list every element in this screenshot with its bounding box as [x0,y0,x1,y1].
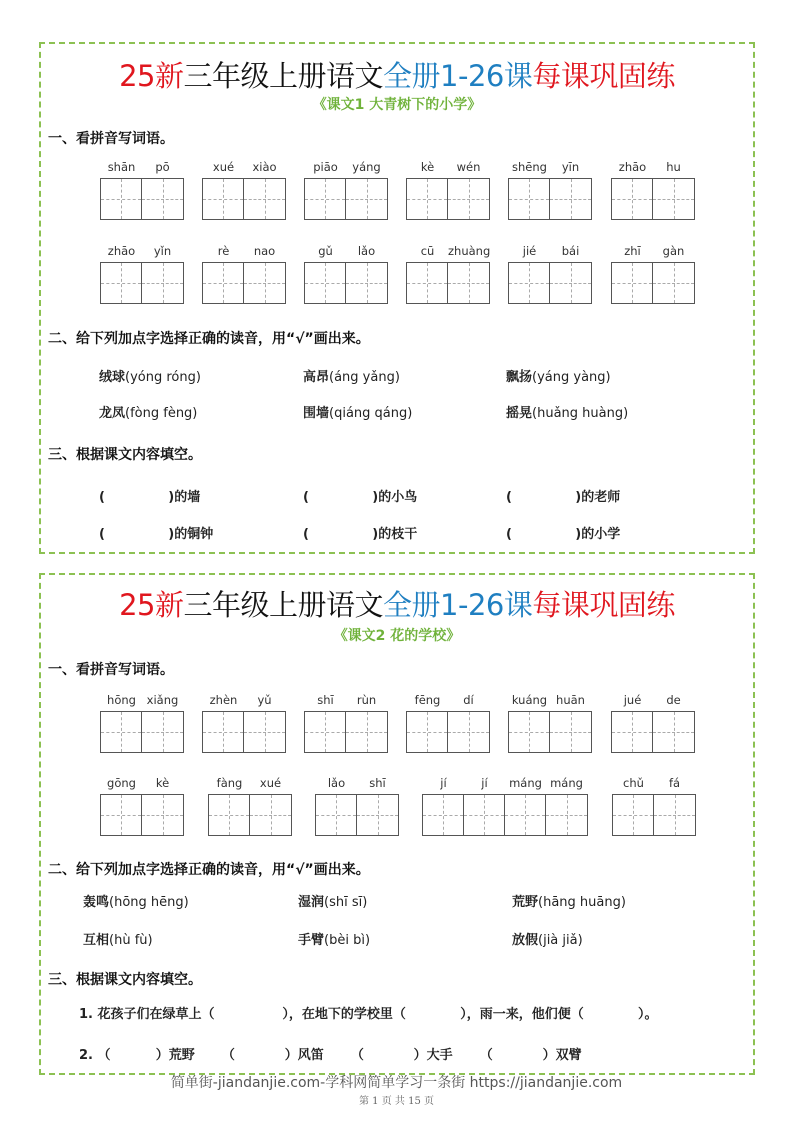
pinyin: yǔ [257,693,272,707]
pinyin: máng [509,776,542,790]
watermark: 简单街-jiandanjie.com-学科网简单学习一条街 https://jiandanjie.com [170,1075,623,1091]
title-part-1: 25新 [119,588,184,622]
section-3-heading: 三、根据课文内容填空。 [48,447,202,463]
writing-box[interactable] [406,693,490,753]
pinyin: shī [317,693,334,707]
pinyin: jué [623,693,642,707]
pinyin: huān [556,693,585,707]
writing-box-4[interactable] [422,776,588,836]
pinyin: hu [666,160,681,174]
writing-box[interactable] [612,776,696,836]
section-1-heading: 一、看拼音写词语。 [48,131,174,147]
writing-box[interactable] [202,160,286,220]
title-part-2: 三年级上册语文 [183,59,384,93]
choice-item[interactable]: 互相(hù fù) [83,933,153,948]
pinyin: gōng [107,776,136,790]
pinyin: shān [107,160,136,174]
pinyin: piāo [313,160,338,174]
fill-blank[interactable]: ( )的小学 [506,527,621,542]
choice-item[interactable]: 围墙(qiáng qáng) [303,406,413,421]
choice-item[interactable]: 龙凤(fòng fèng) [99,406,198,421]
title-part-4: 每课巩固练 [532,588,675,622]
pinyin: yīn [561,160,580,174]
title-part-1: 25新 [119,59,184,93]
page-title [41,54,753,95]
pinyin: zhī [624,244,641,258]
title-part-3: 全册1-26课 [383,588,533,622]
writing-box[interactable] [611,693,695,753]
pinyin: lǎo [327,776,346,790]
pinyin: xiào [252,160,277,174]
pinyin: chǔ [623,776,644,790]
writing-box[interactable] [406,160,490,220]
writing-box[interactable] [508,160,592,220]
pinyin: zhāo [618,160,647,174]
section-3-heading: 三、根据课文内容填空。 [48,972,202,988]
pinyin: xué [259,776,282,790]
pinyin: hōng [107,693,136,707]
pinyin: rùn [356,693,377,707]
pinyin: cū [420,244,435,258]
pinyin: zhèn [209,693,238,707]
pinyin: gàn [662,244,685,258]
fill-question-2[interactable]: 2. （ ）荒野 （ ）风笛 （ ）大手 （ ）双臂 [79,1048,582,1063]
fill-question-1[interactable]: 1. 花孩子们在绿草上（ ），在地下的学校里（ ），雨一来，他们便（ ）。 [79,1007,658,1022]
pinyin: jí [481,776,488,790]
choice-item[interactable]: 高昂(áng yǎng) [303,370,400,385]
writing-box[interactable] [202,244,286,304]
writing-box[interactable] [100,693,184,753]
section-2-heading: 二、给下列加点字选择正确的读音，用“√”画出来。 [48,862,370,878]
pinyin: máng [550,776,583,790]
pinyin: yáng [352,160,381,174]
choice-item[interactable]: 放假(jià jiǎ) [512,933,583,948]
lesson-1-panel [39,42,755,554]
writing-box[interactable] [202,693,286,753]
pinyin: dí [463,693,474,707]
lesson-subtitle: 《课文1 大青树下的小学》 [312,97,482,113]
pinyin: xiǎng [146,693,179,707]
title-part-3: 全册1-26课 [383,59,533,93]
writing-box[interactable] [406,244,491,304]
pinyin: yǐn [153,244,172,258]
pinyin: wén [456,160,481,174]
writing-box[interactable] [611,244,695,304]
writing-box[interactable] [304,244,388,304]
pinyin: gǔ [318,244,333,258]
title-part-2: 三年级上册语文 [183,588,384,622]
writing-box[interactable] [100,160,184,220]
pinyin: shī [369,776,386,790]
pinyin: zhāo [107,244,136,258]
choice-item[interactable]: 摇晃(huǎng huàng) [506,406,629,421]
pinyin: kè [420,160,435,174]
writing-box[interactable] [304,693,388,753]
choice-item[interactable]: 湿润(shī sī) [298,895,368,910]
choice-item[interactable]: 飘扬(yáng yàng) [506,370,611,385]
pinyin: fēng [414,693,441,707]
title-part-4: 每课巩固练 [532,59,675,93]
writing-box[interactable] [208,776,292,836]
section-2-heading: 二、给下列加点字选择正确的读音，用“√”画出来。 [48,331,370,347]
choice-item[interactable]: 轰鸣(hōng hēng) [83,895,189,910]
page-number: 第 1 页 共 15 页 [359,1096,434,1107]
choice-item[interactable]: 手臂(bèi bì) [298,933,371,948]
pinyin: kè [155,776,170,790]
pinyin: lǎo [357,244,376,258]
fill-blank[interactable]: ( )的小鸟 [303,490,418,505]
pinyin: xué [212,160,235,174]
pinyin: de [666,693,681,707]
pinyin: shēng [512,160,547,174]
choice-item[interactable]: 绒球(yóng róng) [99,370,201,385]
pinyin: jié [522,244,537,258]
writing-box[interactable] [304,160,388,220]
writing-box[interactable] [100,776,184,836]
page-title [41,583,753,624]
writing-box[interactable] [315,776,399,836]
section-1-heading: 一、看拼音写词语。 [48,662,174,678]
pinyin: fá [668,776,681,790]
fill-blank[interactable]: ( )的墙 [99,490,201,505]
pinyin: bái [561,244,580,258]
writing-box[interactable] [611,160,695,220]
pinyin: jí [440,776,447,790]
fill-blank[interactable]: ( )的枝干 [303,527,418,542]
pinyin: rè [217,244,230,258]
pinyin: fàng [216,776,243,790]
pinyin: pō [155,160,170,174]
choice-item[interactable]: 荒野(hāng huāng) [512,895,626,910]
pinyin: kuáng [511,693,548,707]
fill-blank[interactable]: ( )的铜钟 [99,527,214,542]
lesson-subtitle: 《课文2 花的学校》 [333,628,461,644]
pinyin: zhuàng [448,244,491,258]
pinyin: nao [253,244,276,258]
writing-box[interactable] [508,244,592,304]
writing-box[interactable] [100,244,184,304]
fill-blank[interactable]: ( )的老师 [506,490,621,505]
lesson-2-panel [39,573,755,1075]
writing-box[interactable] [508,693,592,753]
